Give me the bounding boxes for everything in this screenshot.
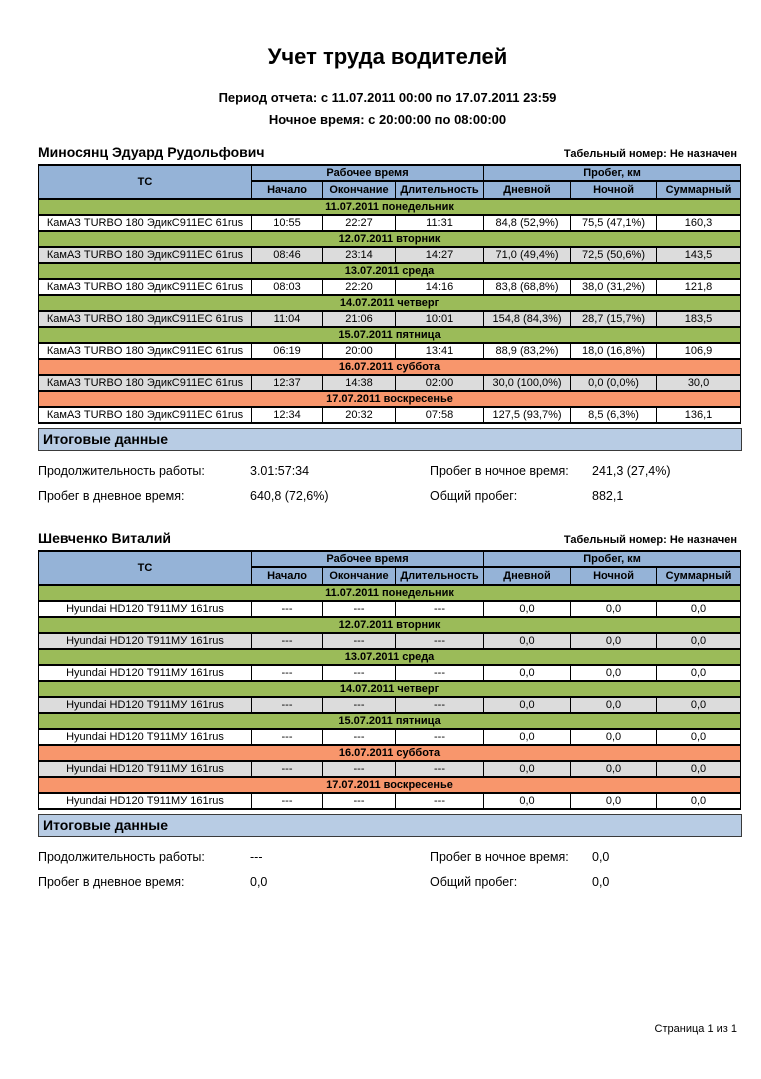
duration-cell: 02:00 [396, 375, 484, 391]
night-mileage-cell: 0,0 [571, 665, 657, 681]
start-cell: --- [252, 761, 323, 777]
vehicle-cell: Hyundai HD120 Т911МУ 161rus [39, 633, 252, 649]
night-mileage-cell: 72,5 (50,6%) [571, 247, 657, 263]
date-group-row [39, 391, 741, 407]
driver-work-table [38, 550, 741, 810]
date-group-header: 15.07.2011 пятница [39, 713, 741, 729]
night-mileage-cell: 0,0 [571, 761, 657, 777]
summary-header: Итоговые данные [38, 814, 742, 837]
date-group-row [39, 231, 741, 247]
start-cell: 10:55 [252, 215, 323, 231]
table-row [39, 375, 741, 391]
driver-name: Шевченко Виталий [38, 530, 172, 546]
vehicle-cell: КамАЗ TURBO 180 ЭдикС911ЕС 61rus [39, 279, 252, 295]
summary-value-night-mileage: 0,0 [592, 850, 610, 864]
table-row [39, 601, 741, 617]
driver-section [38, 530, 737, 889]
personnel-number-badge: Табельный номер: Не назначен [563, 534, 737, 546]
date-group-row [39, 359, 741, 375]
table-head [39, 165, 741, 199]
date-group-header: 11.07.2011 понедельник [39, 199, 741, 215]
day-mileage-cell: 0,0 [484, 729, 571, 745]
end-cell: 14:38 [323, 375, 396, 391]
date-group-row [39, 295, 741, 311]
end-cell: --- [323, 761, 396, 777]
date-group-header: 17.07.2011 воскресенье [39, 777, 741, 793]
table-row [39, 665, 741, 681]
table-row [39, 215, 741, 231]
date-group-header: 16.07.2011 суббота [39, 359, 741, 375]
summary-value-total-mileage: 0,0 [592, 875, 610, 889]
date-group-header: 13.07.2011 среда [39, 263, 741, 279]
vehicle-cell: Hyundai HD120 Т911МУ 161rus [39, 601, 252, 617]
column-header-start: Начало [252, 181, 323, 199]
start-cell: --- [252, 633, 323, 649]
date-group-row [39, 585, 741, 601]
report-period: Период отчета: с 11.07.2011 00:00 по 17.07.2011 23:59 [218, 90, 557, 105]
day-mileage-cell: 0,0 [484, 601, 571, 617]
table-row [39, 793, 741, 809]
column-header-duration: Длительность [396, 181, 484, 199]
date-group-header: 11.07.2011 понедельник [39, 585, 741, 601]
vehicle-cell: Hyundai HD120 Т911МУ 161rus [39, 665, 252, 681]
end-cell: --- [323, 697, 396, 713]
report-title: Учет труда водителей [267, 44, 508, 69]
total-mileage-cell: 106,9 [657, 343, 741, 359]
start-cell: --- [252, 729, 323, 745]
end-cell: 22:27 [323, 215, 396, 231]
vehicle-cell: Hyundai HD120 Т911МУ 161rus [39, 793, 252, 809]
total-mileage-cell: 121,8 [657, 279, 741, 295]
end-cell: 22:20 [323, 279, 396, 295]
date-group-row [39, 713, 741, 729]
date-group-row [39, 617, 741, 633]
vehicle-cell: КамАЗ TURBO 180 ЭдикС911ЕС 61rus [39, 247, 252, 263]
night-mileage-cell: 0,0 [571, 633, 657, 649]
column-header-end: Окончание [323, 567, 396, 585]
table-row [39, 633, 741, 649]
duration-cell: 13:41 [396, 343, 484, 359]
start-cell: 12:34 [252, 407, 323, 423]
summary-grid [38, 850, 740, 889]
driver-work-table [38, 164, 741, 424]
column-header-night: Ночной [571, 181, 657, 199]
summary-label-total-mileage: Общий пробег: [430, 489, 518, 503]
date-group-row [39, 745, 741, 761]
day-mileage-cell: 71,0 (49,4%) [484, 247, 571, 263]
duration-cell: 14:27 [396, 247, 484, 263]
vehicle-cell: КамАЗ TURBO 180 ЭдикС911ЕС 61rus [39, 407, 252, 423]
night-mileage-cell: 28,7 (15,7%) [571, 311, 657, 327]
duration-cell: 14:16 [396, 279, 484, 295]
date-group-header: 12.07.2011 вторник [39, 231, 741, 247]
driver-header [38, 144, 737, 160]
start-cell: 12:37 [252, 375, 323, 391]
table-row [39, 279, 741, 295]
column-header-duration: Длительность [396, 567, 484, 585]
date-group-row [39, 777, 741, 793]
day-mileage-cell: 0,0 [484, 761, 571, 777]
summary-label-day-mileage: Пробег в дневное время: [38, 489, 185, 503]
day-mileage-cell: 0,0 [484, 793, 571, 809]
table-row [39, 729, 741, 745]
night-mileage-cell: 75,5 (47,1%) [571, 215, 657, 231]
date-group-header: 14.07.2011 четверг [39, 681, 741, 697]
vehicle-cell: Hyundai HD120 Т911МУ 161rus [39, 697, 252, 713]
column-header-start: Начало [252, 567, 323, 585]
total-mileage-cell: 0,0 [657, 601, 741, 617]
personnel-number-badge: Табельный номер: Не назначен [563, 148, 737, 160]
night-mileage-cell: 0,0 [571, 729, 657, 745]
summary-value-work-duration: --- [250, 850, 263, 864]
total-mileage-cell: 183,5 [657, 311, 741, 327]
day-mileage-cell: 30,0 (100,0%) [484, 375, 571, 391]
total-mileage-cell: 0,0 [657, 633, 741, 649]
night-mileage-cell: 0,0 (0,0%) [571, 375, 657, 391]
total-mileage-cell: 136,1 [657, 407, 741, 423]
total-mileage-cell: 0,0 [657, 665, 741, 681]
summary-label-total-mileage: Общий пробег: [430, 875, 518, 889]
table-row [39, 407, 741, 423]
column-header-day: Дневной [484, 181, 571, 199]
duration-cell: --- [396, 761, 484, 777]
day-mileage-cell: 154,8 (84,3%) [484, 311, 571, 327]
table-row [39, 343, 741, 359]
night-mileage-cell: 18,0 (16,8%) [571, 343, 657, 359]
summary-label-day-mileage: Пробег в дневное время: [38, 875, 185, 889]
date-group-header: 17.07.2011 воскресенье [39, 391, 741, 407]
vehicle-cell: КамАЗ TURBO 180 ЭдикС911ЕС 61rus [39, 343, 252, 359]
day-mileage-cell: 0,0 [484, 633, 571, 649]
table-row [39, 697, 741, 713]
day-mileage-cell: 0,0 [484, 665, 571, 681]
summary-label-work-duration: Продолжительность работы: [38, 464, 205, 478]
total-mileage-cell: 0,0 [657, 793, 741, 809]
night-mileage-cell: 0,0 [571, 793, 657, 809]
start-cell: 08:03 [252, 279, 323, 295]
duration-cell: 07:58 [396, 407, 484, 423]
total-mileage-cell: 0,0 [657, 761, 741, 777]
duration-cell: 11:31 [396, 215, 484, 231]
column-group-work-time: Рабочее время [252, 165, 484, 181]
total-mileage-cell: 0,0 [657, 697, 741, 713]
duration-cell: --- [396, 633, 484, 649]
duration-cell: --- [396, 601, 484, 617]
vehicle-cell: Hyundai HD120 Т911МУ 161rus [39, 761, 252, 777]
date-group-header: 13.07.2011 среда [39, 649, 741, 665]
end-cell: 20:00 [323, 343, 396, 359]
duration-cell: --- [396, 665, 484, 681]
end-cell: --- [323, 665, 396, 681]
date-group-row [39, 263, 741, 279]
end-cell: 21:06 [323, 311, 396, 327]
table-row [39, 761, 741, 777]
day-mileage-cell: 84,8 (52,9%) [484, 215, 571, 231]
driver-section [38, 144, 737, 503]
table-body [39, 585, 741, 809]
date-group-header: 16.07.2011 суббота [39, 745, 741, 761]
start-cell: --- [252, 697, 323, 713]
total-mileage-cell: 0,0 [657, 729, 741, 745]
end-cell: --- [323, 633, 396, 649]
column-header-day: Дневной [484, 567, 571, 585]
table-head [39, 551, 741, 585]
summary-label-night-mileage: Пробег в ночное время: [430, 464, 569, 478]
end-cell: --- [323, 793, 396, 809]
date-group-row [39, 681, 741, 697]
vehicle-cell: КамАЗ TURBO 180 ЭдикС911ЕС 61rus [39, 375, 252, 391]
vehicle-cell: КамАЗ TURBO 180 ЭдикС911ЕС 61rus [39, 311, 252, 327]
total-mileage-cell: 143,5 [657, 247, 741, 263]
column-header-vehicle: ТС [39, 165, 252, 199]
night-mileage-cell: 38,0 (31,2%) [571, 279, 657, 295]
start-cell: --- [252, 793, 323, 809]
start-cell: 08:46 [252, 247, 323, 263]
column-group-work-time: Рабочее время [252, 551, 484, 567]
duration-cell: --- [396, 793, 484, 809]
end-cell: 23:14 [323, 247, 396, 263]
start-cell: 06:19 [252, 343, 323, 359]
total-mileage-cell: 160,3 [657, 215, 741, 231]
day-mileage-cell: 83,8 (68,8%) [484, 279, 571, 295]
vehicle-cell: Hyundai HD120 Т911МУ 161rus [39, 729, 252, 745]
summary-value-work-duration: 3.01:57:34 [250, 464, 310, 478]
duration-cell: 10:01 [396, 311, 484, 327]
day-mileage-cell: 127,5 (93,7%) [484, 407, 571, 423]
report-night-time: Ночное время: с 20:00:00 по 08:00:00 [268, 112, 507, 127]
column-header-end: Окончание [323, 181, 396, 199]
duration-cell: --- [396, 729, 484, 745]
column-header-total: Суммарный [657, 181, 741, 199]
summary-value-night-mileage: 241,3 (27,4%) [592, 464, 671, 478]
driver-header [38, 530, 737, 546]
date-group-header: 14.07.2011 четверг [39, 295, 741, 311]
column-header-night: Ночной [571, 567, 657, 585]
date-group-header: 12.07.2011 вторник [39, 617, 741, 633]
date-group-header: 15.07.2011 пятница [39, 327, 741, 343]
date-group-row [39, 327, 741, 343]
date-group-row [39, 649, 741, 665]
start-cell: --- [252, 665, 323, 681]
summary-value-total-mileage: 882,1 [592, 489, 624, 503]
night-mileage-cell: 0,0 [571, 697, 657, 713]
end-cell: 20:32 [323, 407, 396, 423]
start-cell: --- [252, 601, 323, 617]
column-header-vehicle: ТС [39, 551, 252, 585]
duration-cell: --- [396, 697, 484, 713]
end-cell: --- [323, 601, 396, 617]
table-row [39, 311, 741, 327]
page-number: Страница 1 из 1 [654, 1023, 737, 1035]
summary-header: Итоговые данные [38, 428, 742, 451]
summary-label-night-mileage: Пробег в ночное время: [430, 850, 569, 864]
date-group-row [39, 199, 741, 215]
day-mileage-cell: 88,9 (83,2%) [484, 343, 571, 359]
end-cell: --- [323, 729, 396, 745]
summary-label-work-duration: Продолжительность работы: [38, 850, 205, 864]
total-mileage-cell: 30,0 [657, 375, 741, 391]
driver-name: Миносянц Эдуард Рудольфович [38, 144, 265, 160]
start-cell: 11:04 [252, 311, 323, 327]
night-mileage-cell: 0,0 [571, 601, 657, 617]
night-mileage-cell: 8,5 (6,3%) [571, 407, 657, 423]
summary-value-day-mileage: 0,0 [250, 875, 268, 889]
table-row [39, 247, 741, 263]
table-body [39, 199, 741, 423]
summary-value-day-mileage: 640,8 (72,6%) [250, 489, 329, 503]
day-mileage-cell: 0,0 [484, 697, 571, 713]
column-group-mileage: Пробег, км [484, 551, 741, 567]
column-group-mileage: Пробег, км [484, 165, 741, 181]
summary-grid [38, 464, 740, 503]
vehicle-cell: КамАЗ TURBO 180 ЭдикС911ЕС 61rus [39, 215, 252, 231]
column-header-total: Суммарный [657, 567, 741, 585]
